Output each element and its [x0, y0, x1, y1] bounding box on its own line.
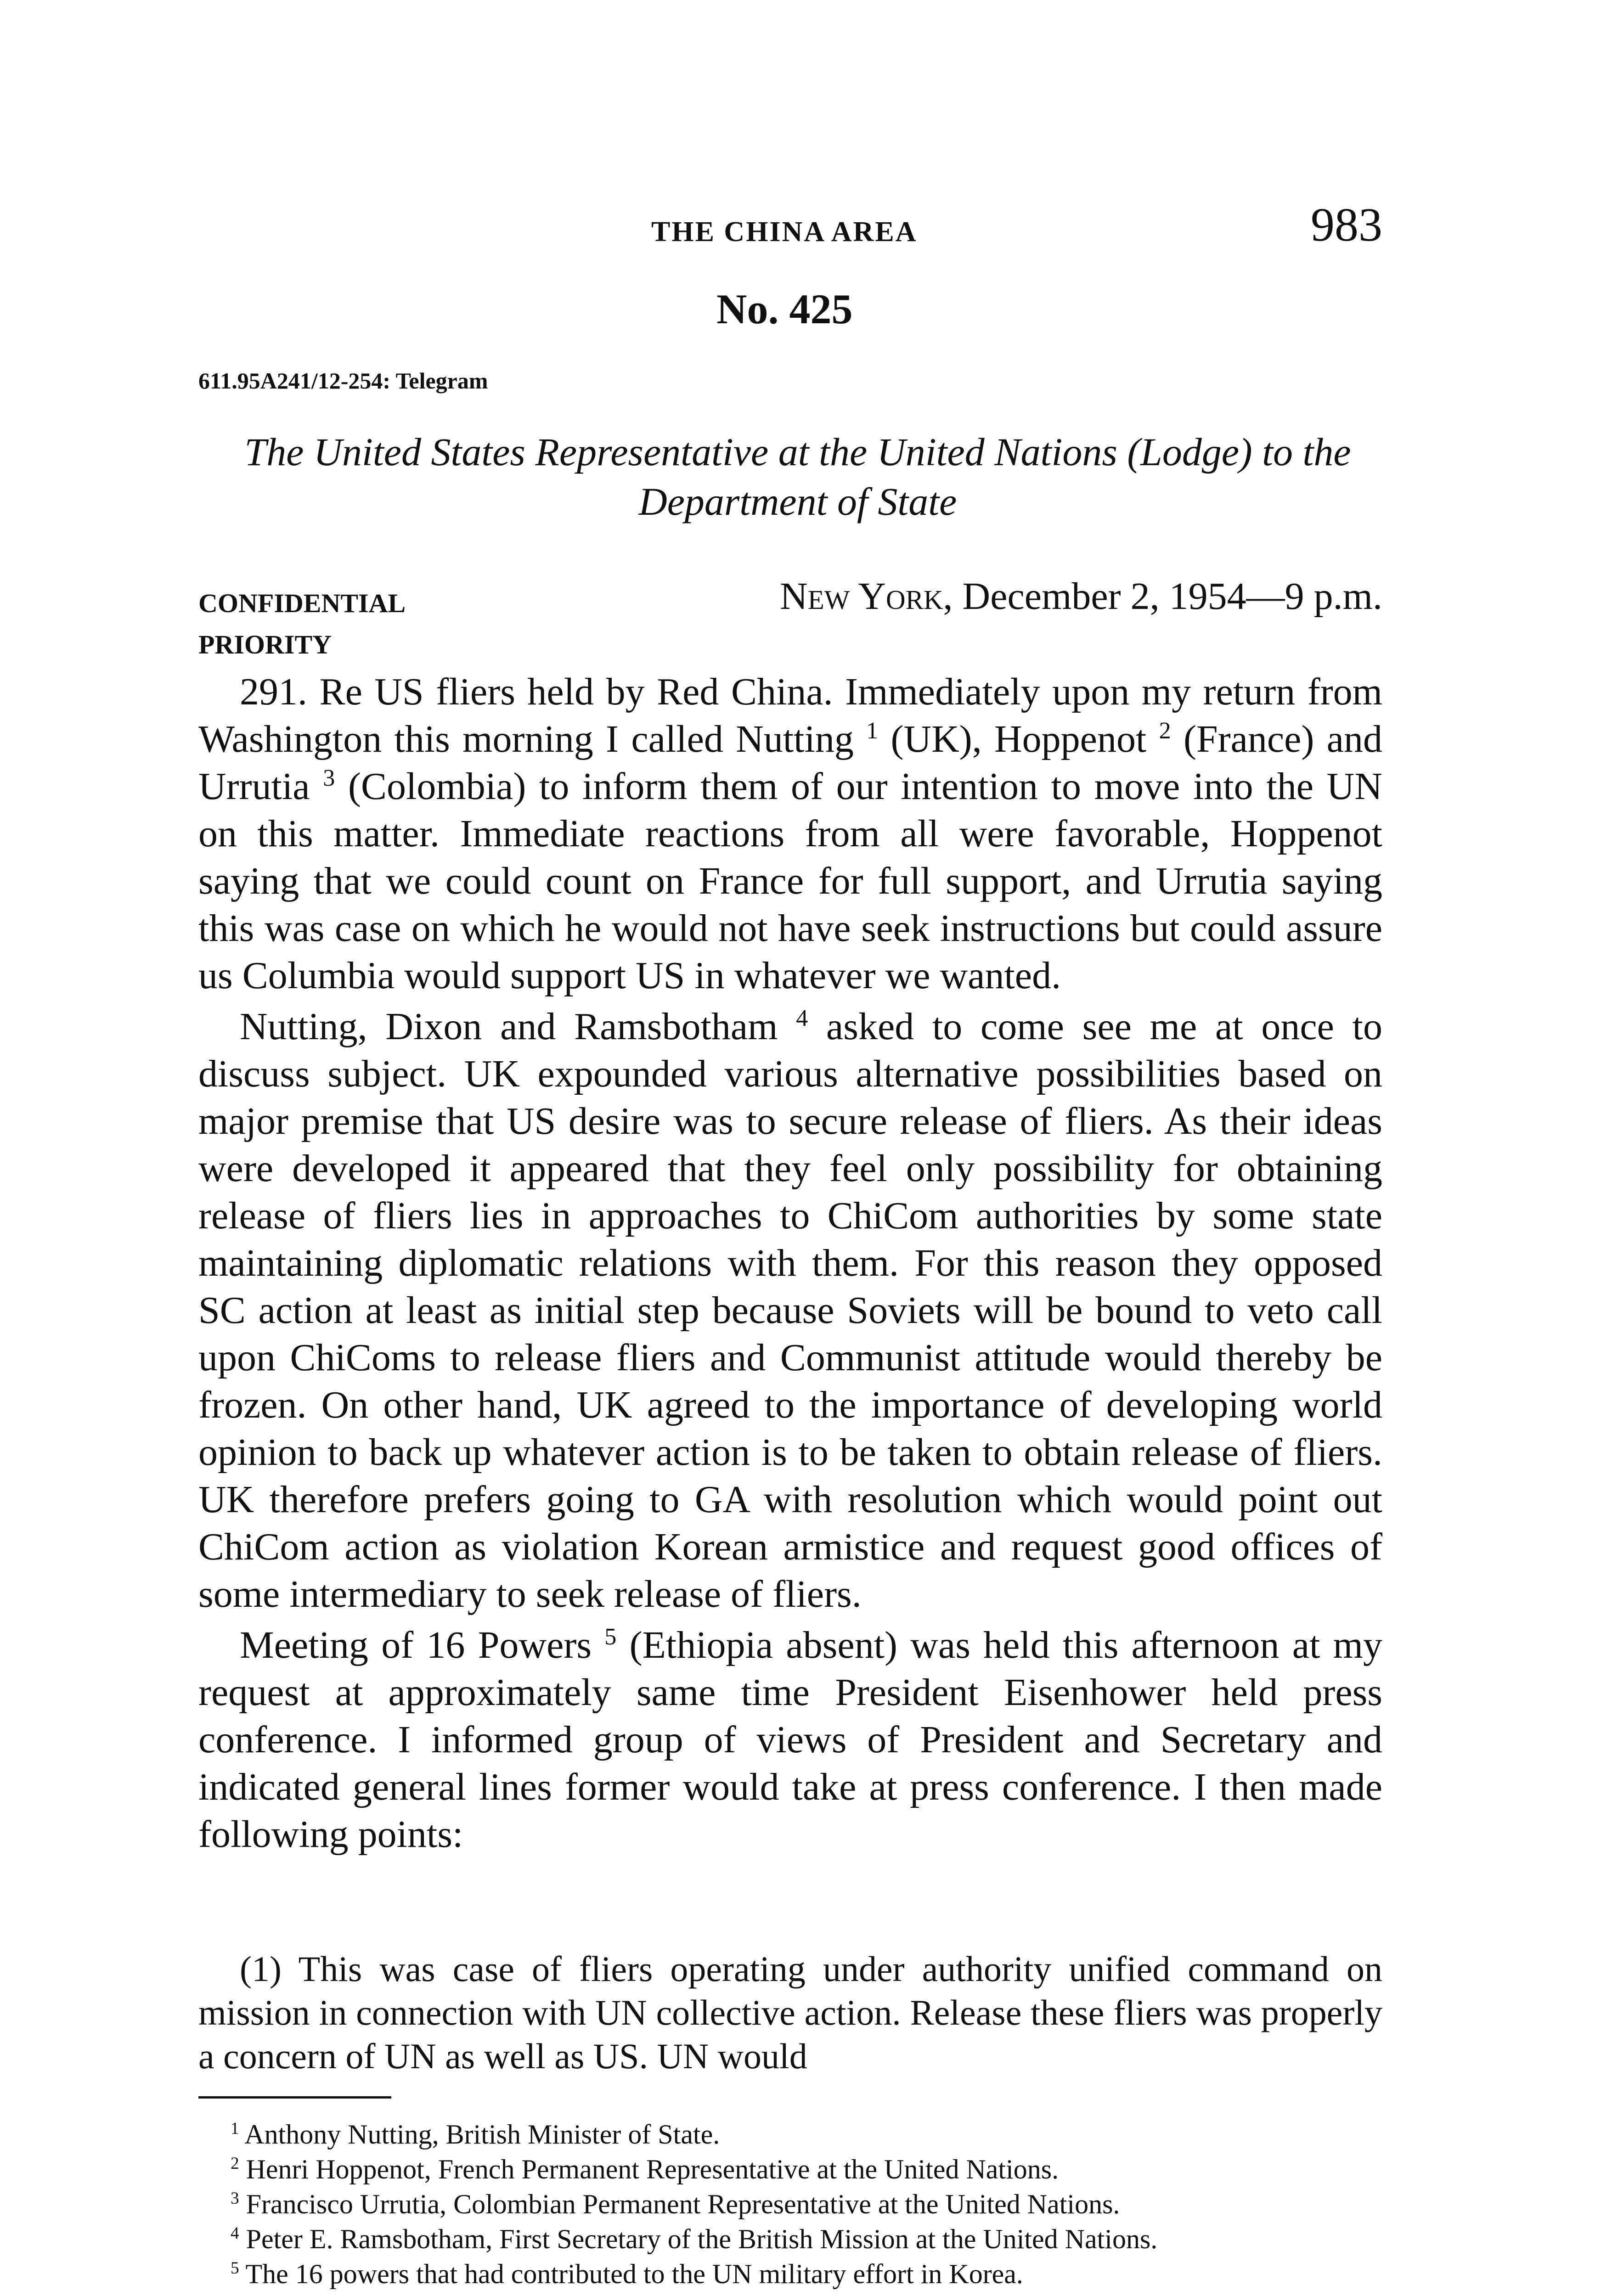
paragraph-1 — [198, 668, 1382, 999]
classification-label: CONFIDENTIAL — [198, 588, 406, 618]
footnote-ref-5: 5 — [604, 1624, 617, 1650]
footnote-4 — [198, 2222, 1382, 2257]
footnote-2 — [198, 2152, 1382, 2187]
footnote-ref-3: 3 — [323, 765, 335, 791]
footnote-1 — [198, 2117, 1382, 2152]
paragraph-3-text-a: Meeting of 16 Powers — [240, 1624, 592, 1666]
paragraph-3-text-b: (Ethiopia absent) was held this afternoon at my request at approximately same time President Eisenhower held press conference. I informed group of views of President and Secretary and indicated general lines former would take at press conference. I then made following points: — [198, 1624, 1383, 1856]
paragraph-2-text-a: Nutting, Dixon and Ramsbotham — [240, 1005, 778, 1048]
footnote-text: Francisco Urrutia, Colombian Permanent Representative at the United Nations. — [246, 2189, 1120, 2219]
footnote-ref-1: 1 — [866, 718, 879, 744]
footnote-mark: 2 — [231, 2154, 239, 2173]
footnote-mark: 5 — [231, 2259, 239, 2278]
page-number: 983 — [1311, 198, 1382, 251]
document-number: No. 425 — [716, 286, 853, 332]
footnote-ref-4: 4 — [796, 1005, 808, 1031]
footnote-divider — [198, 2096, 391, 2099]
footnote-text: Peter E. Ramsbotham, First Secretary of the British Mission at the United Nations. — [246, 2224, 1158, 2254]
footnote-text: Anthony Nutting, British Minister of State. — [244, 2119, 720, 2150]
numbered-point-1: (1) This was case of fliers operating under authority unified command on mission in connection with UN collective action. Release these fliers was properly a concern of UN as well as US. UN would — [198, 1949, 1382, 2076]
paragraph-1-text-a: 291. Re US fliers held by Red China. Immediately upon my return from Washington this morning I called Nutting — [198, 670, 1382, 760]
footnote-5 — [198, 2257, 1382, 2291]
footnote-ref-2: 2 — [1159, 718, 1171, 744]
dateline-city: New York — [780, 575, 943, 618]
paragraph-1-text-b: (UK), Hoppenot — [891, 718, 1147, 760]
dateline — [780, 574, 1382, 619]
paragraph-2 — [198, 1003, 1382, 1618]
dateline-date: , December 2, 1954—9 p.m. — [943, 575, 1382, 618]
telegram-body — [198, 668, 1382, 1862]
paragraph-1-text-d: (Colombia) to inform them of our intention to move into the UN on this matter. Immediate reactions from all were favorable, Hoppenot saying that we could count on France for full support, and Urrutia saying this was case on which he would not have seek instructions but could assure us Columbia would support US in whatever we wanted. — [198, 765, 1383, 997]
file-reference: 611.95A241/12-254: Telegram — [198, 368, 488, 394]
footnote-text: The 16 powers that had contributed to the UN military effort in Korea. — [245, 2259, 1023, 2289]
footnote-text: Henri Hoppenot, French Permanent Representative at the United Nations. — [246, 2154, 1059, 2184]
footnote-3 — [198, 2187, 1382, 2222]
footnote-mark: 3 — [231, 2189, 239, 2208]
paragraph-2-text-b: asked to come see me at once to discuss subject. UK expounded various alternative possibilities based on major premise that US desire was to secure release of fliers. As their ideas were developed it appeared that they feel only possibility for obtaining release of fliers lies in approaches to ChiCom authorities by some state maintaining diplomatic relations with them. For this reason they opposed SC action at least as initial step because Soviets will be bound to veto call upon ChiComs to release fliers and Communist attitude would thereby be frozen. On other hand, UK agreed to the importance of developing world opinion to back up whatever action is to be taken to obtain release of fliers. UK therefore prefers going to GA with resolution which would point out ChiCom action as violation Korean armistice and request good offices of some intermediary to seek release of fliers. — [198, 1005, 1382, 1615]
precedence-label: PRIORITY — [198, 630, 332, 659]
footnote-mark: 4 — [231, 2224, 239, 2243]
paragraph-3 — [198, 1621, 1382, 1858]
paragraph-1-text-c: (France) and Urrutia — [198, 718, 1383, 808]
footnote-mark: 1 — [231, 2119, 239, 2138]
document-title: The United States Representative at the United Nations (Lodge) to the Department of State — [244, 430, 1351, 523]
footnotes — [198, 2117, 1382, 2291]
running-head: THE CHINA AREA — [651, 216, 918, 248]
